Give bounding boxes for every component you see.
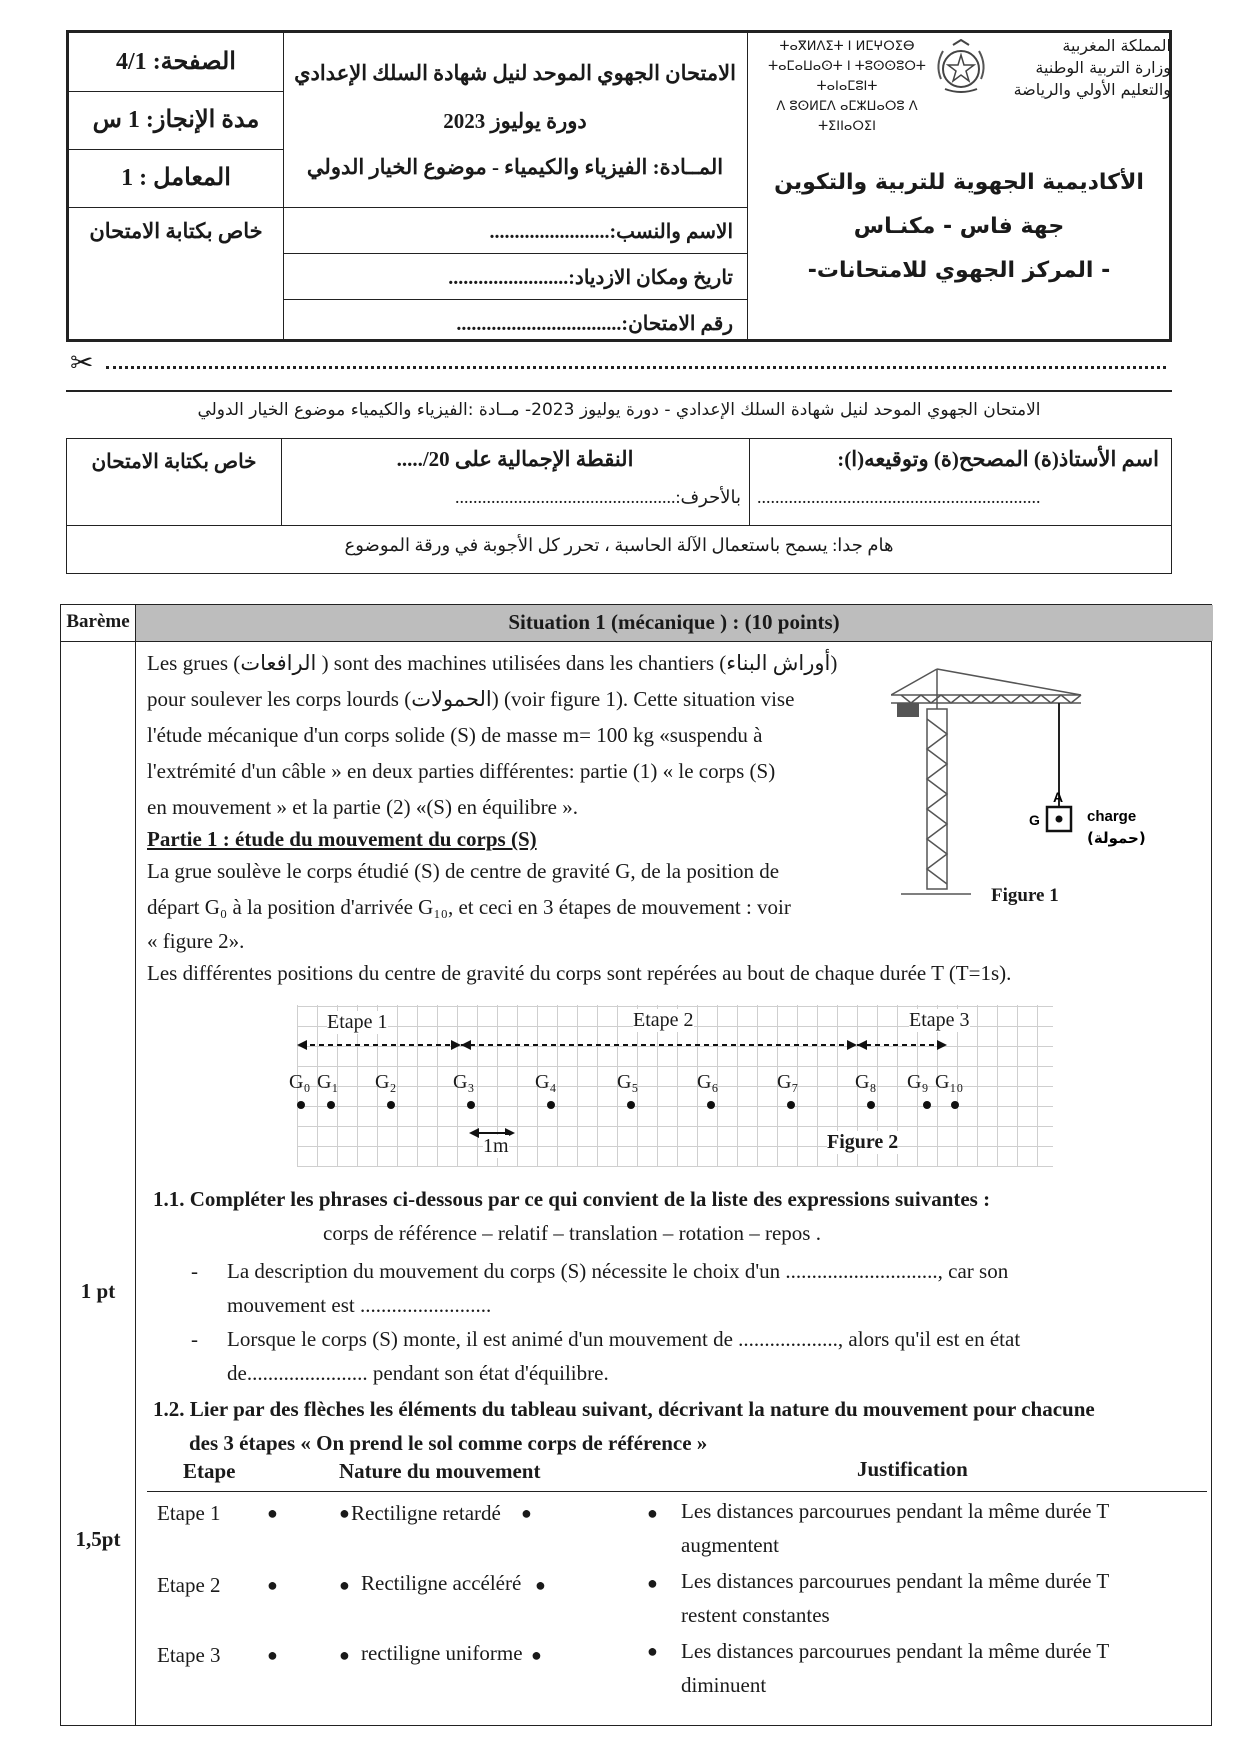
g3-point [467,1101,475,1109]
q11-line-1b[interactable]: mouvement est ......................... [227,1293,492,1317]
nature-2-cell: Rectiligne accéléré [361,1571,522,1595]
page-number: الصفحة: 4/1 [116,49,236,75]
point-a-label: A [1053,789,1064,805]
q11-title: 1.1. Compléter les phrases ci-dessous par ce qui convient de la liste des expressions suivantes : [153,1187,991,1211]
q12-title-1: 1.2. Lier par des flèches les éléments du tableau suivant, décrivant la nature du mouvement pour chacune [153,1397,1095,1421]
nature-3-right-dot[interactable]: ● [531,1645,542,1665]
nature-1-right-dot[interactable]: ● [521,1503,532,1523]
col-header-nature: Nature du mouvement [339,1459,541,1483]
g7-point [787,1101,795,1109]
figure-2-caption: Figure 2 [827,1131,899,1153]
g5-label: G₅ [617,1071,639,1093]
royal-emblem-icon [931,39,991,97]
reserved-label: خاص بكتابة الامتحان [89,219,263,243]
cut-line [106,366,1166,369]
justif-3-line-2: diminuent [681,1673,767,1697]
g9-label: G₉ [907,1071,929,1093]
academy-block: الأكاديمية الجهوية للتربية والتكوين جهة فاس - مكنـاس - المركز الجهوي للامتحانات- [774,170,1144,283]
corrector-label: اسم الأستاذ(ة) المصحح(ة) وتوقيعه(ا): [837,447,1159,471]
duration: مدة الإنجاز: 1 س [92,107,260,133]
situation-title: Situation 1 (mécanique ) : (10 points) [508,610,840,634]
q11-bullet-2: - [191,1327,198,1351]
g9-point [923,1101,931,1109]
g2-label: G₂ [375,1071,397,1093]
col-header-justification: Justification [857,1457,968,1481]
part1-title: Partie 1 : étude du mouvement du corps (S) [147,827,537,851]
g7-label: G₇ [777,1071,799,1093]
etape-1-label: Etape 1 [327,1011,388,1033]
justif-3-line-1: Les distances parcourues pendant la même durée T [681,1639,1110,1663]
part1-line-1: La grue soulève le corps étudié (S) de centre de gravité G, de la position de [147,859,780,883]
charge-arabic: (حمولة) [1087,829,1146,847]
figure-2 [289,1005,1053,1167]
figure-1-caption: Figure 1 [991,885,1059,906]
subject: المــادة: الفيزياء والكيمياء - موضوع الخيار الدولي [306,155,724,179]
etape-2-label: Etape 2 [633,1009,694,1031]
exam-number-field[interactable]: رقم الامتحان:................................. [456,313,733,335]
q11-line-1[interactable]: La description du mouvement du corps (S) nécessite le choix d'un ............................., car son [227,1259,1009,1283]
intro-line-3: l'étude mécanique d'un corps solide (S) de masse m= 100 kg «suspendu à [147,723,763,747]
intro-line-5: en mouvement » et la partie (2) «(S) en équilibre ». [147,795,578,819]
g4-point [547,1101,555,1109]
nature-2-left-dot[interactable]: ● [339,1575,350,1595]
q11-line-2[interactable]: Lorsque le corps (S) monte, il est animé d'un mouvement de ..................., alors qu'il est en état [227,1327,1021,1351]
ministry-block: المملكة المغربية وزارة التربية الوطنية والتعليم الأولي والرياضة [1013,36,1171,99]
positions-line: Les différentes positions du centre de gravité du corps sont repérées au bout de chaque durée T (T=1s). [147,961,1012,985]
etape-2-cell: Etape 2 [157,1573,221,1597]
etape-3-cell: Etape 3 [157,1643,221,1667]
q11-word-list: corps de référence – relatif – translation – rotation – repos . [323,1221,821,1245]
g0-label: G₀ [289,1071,311,1093]
justif-3-dot[interactable]: ● [647,1641,658,1661]
reserved-label-2: خاص بكتابة الامتحان [91,451,257,473]
nature-1-cell: Rectiligne retardé [351,1501,501,1525]
score-box [66,438,1172,574]
q11-bullet-1: - [191,1259,198,1283]
etape-3-dot[interactable]: ● [267,1645,278,1665]
etape-1-dot[interactable]: ● [267,1503,278,1523]
total-score[interactable]: النقطة الإجمالية على 20/..... [396,447,634,471]
g1-point [327,1101,335,1109]
exam-header [66,30,1172,342]
nature-3-left-dot[interactable]: ● [339,1645,350,1665]
exam-title: الامتحان الجهوي الموحد لنيل شهادة السلك الإعدادي [294,61,736,85]
justif-1-line-1: Les distances parcourues pendant la même durée T [681,1499,1110,1523]
charge-label: charge [1087,808,1137,825]
etape-1-cell: Etape 1 [157,1501,221,1525]
g4-label: G₄ [535,1071,557,1093]
nature-1-left-dot[interactable]: ● [339,1503,350,1523]
birth-field[interactable]: تاريخ ومكان الازدياد:........................ [448,267,733,289]
scale-label: 1m [483,1135,509,1157]
g10-point [951,1101,959,1109]
g0-point [297,1101,305,1109]
exercise-table [60,604,1212,1726]
justif-2-line-1: Les distances parcourues pendant la même durée T [681,1569,1110,1593]
corrector-signature-field[interactable]: ............................................................... [757,487,1041,507]
name-field[interactable]: الاسم والنسب:........................ [489,221,733,243]
intro-line-1: Les grues (الرافعات ) sont des machines utilisées dans les chantiers (أوراش البناء) [147,651,838,675]
part1-line-2: départ G₀ à la position d'arrivée G₁₀, et ceci en 3 étapes de mouvement : voir [147,895,791,919]
bareme-header: Barème [66,611,130,632]
part1-line-3: « figure 2». [147,929,245,953]
g8-point [867,1101,875,1109]
etape-3-label: Etape 3 [909,1009,970,1031]
etape-2-dot[interactable]: ● [267,1575,278,1595]
g1-label: G₁ [317,1071,339,1093]
coefficient: المعامل : 1 [121,165,231,191]
g6-point [707,1101,715,1109]
separator [66,390,1172,392]
crane-drawing [891,659,1211,919]
figure-1-crane [891,659,1211,919]
intro-line-2: pour soulever les corps lourds (الحمولات) (voir figure 1). Cette situation vise [147,687,795,711]
second-title: الامتحان الجهوي الموحد لنيل شهادة السلك الإعدادي - دورة يوليوز 2023- مــادة :الفيزياء والكيمياء موضوع الخيار الدولي [197,400,1041,420]
justif-1-line-2: augmentent [681,1533,779,1557]
g3-label: G₃ [453,1071,475,1093]
col-header-etape: Etape [183,1459,236,1483]
justif-1-dot[interactable]: ● [647,1503,658,1523]
calculator-note: هام جدا: يسمح باستعمال الآلة الحاسبة ، تحرر كل الأجوبة في ورقة الموضوع [344,535,894,555]
justif-2-line-2: restent constantes [681,1603,830,1627]
justif-2-dot[interactable]: ● [647,1573,658,1593]
nature-3-cell: rectiligne uniforme [361,1641,523,1665]
g10-label: G₁₀ [935,1071,964,1093]
g8-label: G₈ [855,1071,877,1093]
q12-points: 1,5pt [75,1527,121,1551]
q11-line-2b[interactable]: de....................... pendant son état d'équilibre. [227,1361,609,1385]
intro-line-4: l'extrémité d'un câble » en deux parties différentes: partie (1) « le corps (S) [147,759,776,783]
session: دورة يوليوز 2023 [443,109,587,133]
q11-points: 1 pt [80,1279,116,1303]
g5-point [627,1101,635,1109]
tifinagh-block: ⵜⴰⴳⵍⴷⵉⵜ ⵏ ⵍⵎⵖⵔⵉⴱ ⵜⴰⵎⴰⵡⴰⵙⵜ ⵏ ⵜⵓⵙⵙⵓⵔⵜ ⵜⴰⵏⴰⵎⵓⵏⵜ ⴷ ⵓⵙⵍⵎⴷ ⴰⵎⵣⵡⴰⵔⵓ ⴷ ⵜⵉⵏⵏⴰⵔⵉⵏ [768,39,926,134]
g6-label: G₆ [697,1071,719,1093]
q12-title-2: des 3 étapes « On prend le sol comme corps de référence » [189,1431,708,1455]
nature-2-right-dot[interactable]: ● [535,1575,546,1595]
score-in-letters[interactable]: بالأحرف:................................................. [455,487,741,507]
point-g-label: G [1029,812,1040,828]
g2-point [387,1101,395,1109]
scissors-icon: ✂ [70,348,94,379]
